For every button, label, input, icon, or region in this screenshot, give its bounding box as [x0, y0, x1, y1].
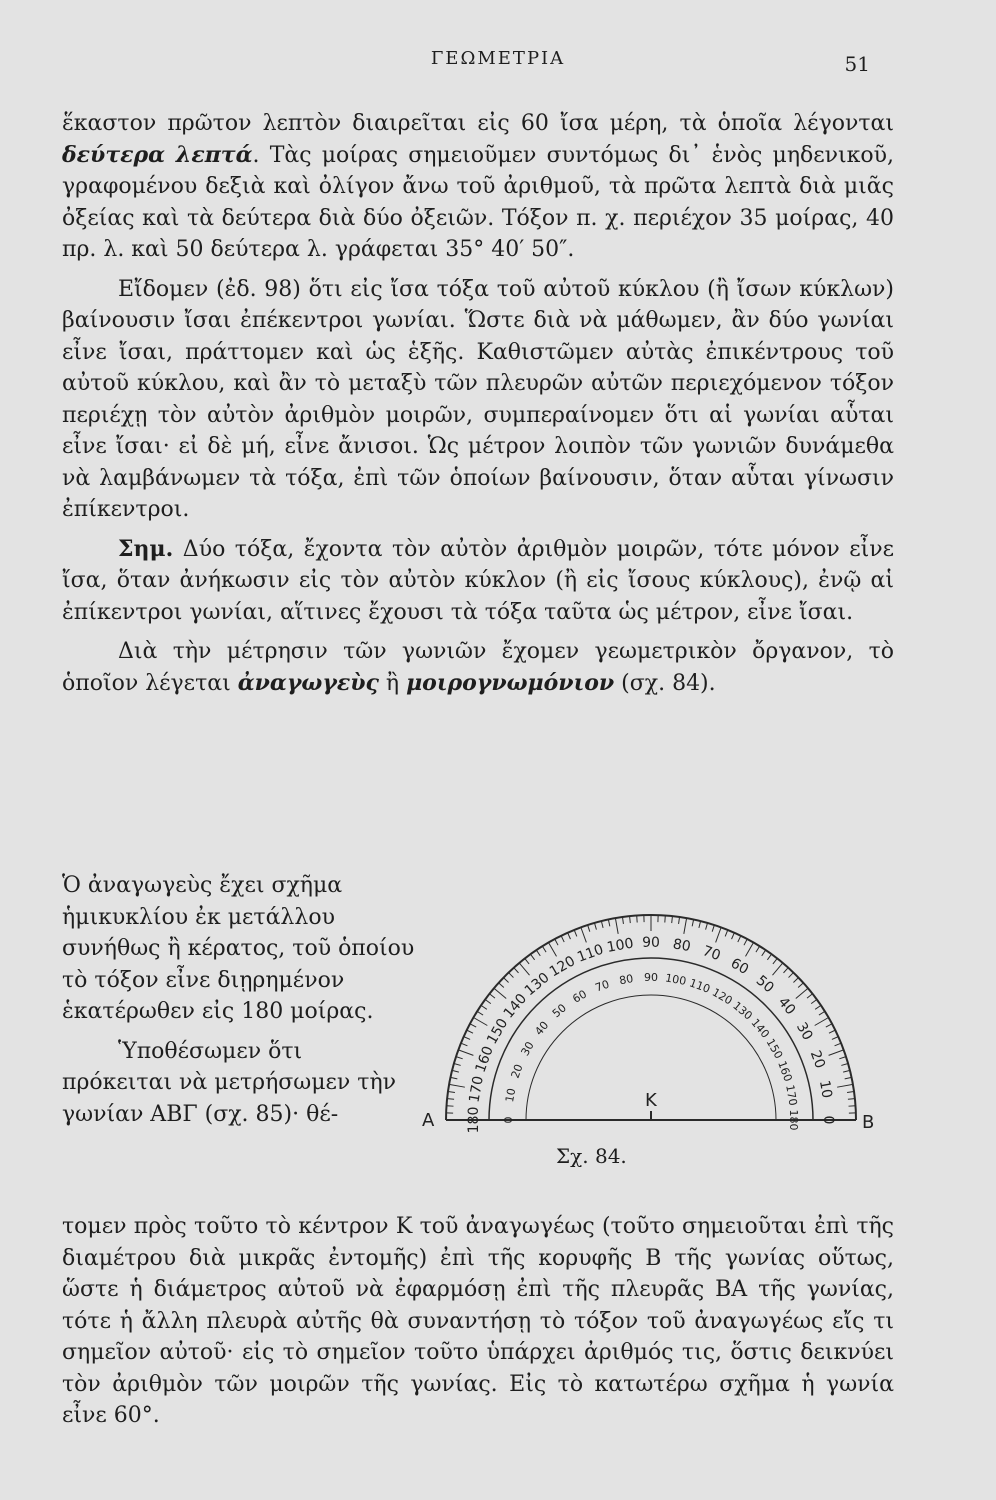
outer-scale-label: 0	[820, 1115, 836, 1125]
inner-scale-label: 180	[787, 1109, 800, 1131]
paragraph-note	[62, 534, 894, 629]
scale-tick	[672, 916, 673, 923]
scale-tick	[489, 994, 495, 998]
scale-tick	[793, 978, 798, 983]
scale-tick	[738, 936, 741, 942]
scale-tick	[499, 983, 504, 988]
scale-tick	[473, 1018, 487, 1026]
scale-tick	[783, 968, 788, 973]
scale-tick	[549, 942, 557, 956]
scale-tick	[461, 1043, 467, 1046]
paragraph-4-text-mid: ἢ	[378, 670, 407, 696]
paragraph-1-text-b: . Τὰς μοίρας σημειοῦμεν συντόμως δι᾽ ἑνὸς μηδενικοῦ, γραφομένου δεξιὰ καὶ ὀλίγον ἄνω τοῦ ἀριθμοῦ, τὰ πρῶτα λεπτὰ διὰ μιᾶς ὀξείας καὶ τὰ δεύτερα διὰ δύο ὀξειῶν. Τόξον π. χ. περιέχον 35 μοίρας, 40 πρ. λ. καὶ 50 δεύτερα λ. γράφεται 35° 40′ 50″.	[62, 142, 894, 262]
scale-tick	[815, 1018, 829, 1026]
paragraph-4-text-a: Διὰ τὴν μέτρησιν τῶν γωνιῶν ἔχομεν γεωμετρικὸν ὄργανον, τὸ ὁποῖον λέγεται	[62, 639, 894, 696]
outer-scale-label: 60	[727, 955, 752, 979]
outer-scale-label: 80	[671, 936, 692, 956]
term-deutera-lepta: δεύτερα λεπτά	[62, 141, 253, 168]
outer-scale-label: 140	[500, 990, 531, 1022]
paragraph-1-text-a: ἕκαστον πρῶτον λεπτὸν διαιρεῖται εἰς 60 ἴσα μέρη, τὰ ὁποῖα λέγονται	[62, 111, 894, 136]
paragraph-4-text-b: (σχ. 84).	[614, 670, 716, 696]
inner-scale-label: 70	[593, 977, 612, 995]
scale-tick	[594, 923, 596, 930]
scale-tick	[712, 925, 714, 932]
scale-tick	[481, 1005, 487, 1009]
outer-scale-label: 50	[752, 972, 777, 997]
term-moirognomonion: μοιρογνωμόνιον	[406, 669, 615, 696]
scale-tick	[684, 918, 687, 934]
scale-tick	[470, 1024, 476, 1027]
outer-scale-label: 170	[466, 1074, 487, 1104]
inner-scale-label: 80	[618, 972, 635, 988]
scale-tick	[494, 988, 506, 998]
scale-tick	[841, 1063, 848, 1065]
scale-tick	[789, 973, 794, 978]
scale-tick	[574, 930, 577, 936]
scale-tick	[796, 988, 808, 998]
scale-tick	[746, 942, 754, 956]
protractor-diagram	[418, 880, 898, 1180]
scale-tick	[519, 963, 529, 975]
inner-scale-label: 40	[532, 1018, 552, 1038]
scale-tick	[692, 919, 693, 926]
inner-scale-label: 100	[664, 971, 688, 988]
scale-tick	[555, 939, 558, 945]
outer-scale-label: 110	[575, 941, 606, 966]
scale-tick	[837, 1084, 853, 1087]
scale-tick	[458, 1050, 473, 1055]
paragraph-2: Εἴδομεν (ἐδ. 98) ὅτι εἰς ἴσα τόξα τοῦ αὐτοῦ κύκλου (ἢ ἴσων κύκλων) βαίνουσιν ἴσαι ἐπέκεντροι γωνίαι. Ὥστε διὰ νὰ μάθωμεν, ἂν δύο γωνίαι εἶνε ἴσαι, πράττομεν καὶ ὡς ἑξῆς. Καθιστῶμεν αὐτὰς ἐπικέντρους τοῦ αὐτοῦ κύκλου, καὶ ἂν τὸ μεταξὺ τῶν πλευρῶν αὐτῶν περιεχόμενον τόξον περιέχῃ τὸν αὐτὸν ἀριθμὸν μοιρῶν, συμπεραίνομεν ὅτι αἱ γωνίαι αὗται εἶνε ἴσαι· εἰ δὲ μή, εἶνε ἄνισοι. Ὡς μέτρον λοιπὸν τῶν γωνιῶν δυνάμεθα νὰ λαμβάνωμεν τὰ τόξα, ἐπὶ τῶν ὁποίων βαίνουσιν, ὅταν αὗται γίνωσιν ἐπίκεντροι.	[62, 276, 894, 522]
scale-tick	[509, 973, 514, 978]
scale-tick	[464, 1037, 470, 1040]
outer-scale-label: 20	[806, 1048, 828, 1071]
outer-scale-label: 70	[700, 943, 723, 965]
text-block-bottom	[62, 1211, 894, 1432]
scale-tick	[615, 918, 618, 934]
point-label-b: Β	[862, 1112, 875, 1133]
outer-scale-label: 30	[792, 1019, 816, 1044]
paragraph-1	[62, 108, 894, 266]
point-label-k: Κ	[645, 1090, 657, 1111]
inner-scale-label: 110	[687, 976, 712, 996]
scale-tick	[456, 1057, 463, 1059]
scale-tick	[601, 921, 603, 928]
scale-tick	[744, 939, 747, 945]
scale-tick	[536, 950, 540, 956]
scale-tick	[725, 930, 728, 936]
outer-scale-label: 100	[605, 935, 635, 956]
outer-scale-label: 130	[521, 969, 553, 1000]
scale-tick	[829, 1030, 835, 1033]
scale-tick	[807, 994, 813, 998]
scale-tick	[485, 1000, 491, 1004]
scale-tick	[477, 1011, 483, 1015]
scale-tick	[716, 927, 721, 942]
scale-tick	[832, 1037, 838, 1040]
scale-tick	[732, 933, 735, 939]
inner-scale-label: 160	[775, 1059, 795, 1084]
term-anagogeus: ἀναγωγεὺς	[237, 669, 379, 696]
protractor-figure	[418, 880, 898, 1180]
outer-scale-label: 160	[472, 1044, 497, 1075]
outer-scale-label: 40	[774, 994, 799, 1019]
scale-tick	[514, 968, 519, 973]
note-tag: Σημ.	[118, 535, 174, 562]
inner-scale-label: 90	[644, 971, 658, 984]
inner-scale-label: 60	[570, 987, 590, 1006]
scale-tick	[608, 919, 609, 926]
scale-tick	[843, 1070, 850, 1072]
outer-scale-label: 150	[484, 1015, 512, 1048]
page-number: 51	[844, 52, 870, 76]
scale-tick	[756, 946, 760, 952]
scale-tick	[450, 1077, 457, 1078]
scale-tick	[811, 1000, 817, 1004]
scale-tick	[467, 1030, 473, 1033]
scale-tick	[504, 978, 509, 983]
inner-scale-label: 140	[748, 1016, 772, 1041]
inner-scale-label: 30	[518, 1039, 537, 1059]
text-block-beside-figure	[62, 870, 417, 1130]
running-title: ΓΕΩΜΕΤΡΙΑ	[430, 48, 566, 69]
scale-tick	[835, 1043, 841, 1046]
outer-scale-label: 90	[642, 935, 660, 951]
inner-scale-label: 20	[508, 1062, 526, 1081]
paragraph-6-continuation: τομεν πρὸς τοῦτο τὸ κέντρον Κ τοῦ ἀναγωγέως (τοῦτο σημειοῦται ἐπὶ τῆς διαμέτρου διὰ μικρᾶς ἐντομῆς) ἐπὶ τῆς κορυφῆς Β τῆς γωνίας οὕτως, ὥστε ἡ διάμετρος αὐτοῦ νὰ ἐφαρμόσῃ ἐπὶ τῆς πλευρᾶς ΒΑ τῆς γωνίας, τότε ἡ ἄλλη πλευρὰ αὐτῆς θὰ συναντήσῃ τὸ τόξον τοῦ ἀναγωγέως εἴς τι σημεῖον αὐτοῦ· εἰς τὸ σημεῖον τοῦτο ὑπάρχει ἀριθμός τις, ὅστις δεικνύει τὸν ἀριθμὸν τῶν μοιρῶν τῆς γωνίας. Εἰς τὸ κατωτέρω σχῆμα ἡ γωνία εἶνε 60°.	[62, 1214, 894, 1428]
page-header	[60, 44, 936, 74]
inner-scale-label: 50	[549, 1001, 569, 1021]
scale-tick	[826, 1024, 832, 1027]
inner-scale-label: 150	[763, 1036, 786, 1062]
scale-tick	[798, 983, 803, 988]
scale-tick	[847, 1091, 854, 1092]
outer-scale-label: 120	[546, 953, 579, 981]
inner-scale-label: 130	[730, 999, 755, 1023]
scale-tick	[525, 958, 529, 964]
paragraph-4	[62, 636, 894, 699]
scale-tick	[454, 1063, 461, 1065]
scale-tick	[679, 917, 680, 924]
inner-scale-label: 170	[783, 1083, 800, 1107]
scale-tick	[706, 923, 708, 930]
scale-tick	[767, 954, 771, 960]
scale-tick	[762, 950, 766, 956]
scale-tick	[819, 1011, 825, 1015]
scale-tick	[839, 1057, 846, 1059]
scale-tick	[848, 1099, 855, 1100]
inner-scale-label: 120	[709, 985, 735, 1008]
paragraph-6-start: Ὑποθέσωμεν ὅτι πρόκειται νὰ μετρήσωμεν τὴν γωνίαν ΑΒΓ (σχ. 85)· θέ-	[62, 1038, 397, 1127]
scale-tick	[622, 917, 623, 924]
scale-tick	[581, 927, 586, 942]
scale-tick	[568, 933, 571, 939]
text-block-top	[62, 108, 894, 699]
point-label-a: Α	[422, 1110, 435, 1131]
scale-tick	[542, 946, 546, 952]
scale-tick	[699, 921, 701, 928]
inner-scale-label: 10	[503, 1087, 519, 1104]
scale-tick	[815, 1005, 821, 1009]
scale-tick	[772, 963, 782, 975]
figure-caption: Σχ. 84.	[556, 1144, 627, 1168]
paragraph-5: Ὁ ἀναγωγεὺς ἔχει σχῆμα ἡμικυκλίου ἐκ μετάλλου συνήθως ἢ κέρατος, τοῦ ὁποίου τὸ τόξον εἶνε διῃρημένον ἑκατέρωθεν εἰς 180 μοίρας.	[62, 873, 415, 1024]
scale-tick	[452, 1070, 459, 1072]
scale-tick	[531, 954, 535, 960]
scale-tick	[773, 958, 777, 964]
scale-tick	[630, 916, 631, 923]
scale-tick	[449, 1084, 465, 1087]
scale-tick	[845, 1077, 852, 1078]
scale-tick	[561, 936, 564, 942]
outer-scale-label: 180	[466, 1106, 482, 1134]
inner-scale-label: 0	[502, 1116, 515, 1124]
note-text: Δύο τόξα, ἔχοντα τὸν αὐτὸν ἀριθμὸν μοιρῶν, τότε μόνον εἶνε ἴσα, ὅταν ἀνήκωσιν εἰς τὸν αὐτὸν κύκλον (ἢ εἰς ἴσους κύκλους), ἐνῷ αἱ ἐπίκεντροι γωνίαι, αἵτινες ἔχουσι τὰ τόξα ταῦτα ὡς μέτρον, εἶνε ἴσαι.	[62, 536, 894, 625]
scale-tick	[448, 1091, 455, 1092]
scale-tick	[588, 925, 590, 932]
scale-tick	[829, 1050, 844, 1055]
scale-tick	[447, 1099, 454, 1100]
outer-scale-label: 10	[815, 1079, 835, 1100]
